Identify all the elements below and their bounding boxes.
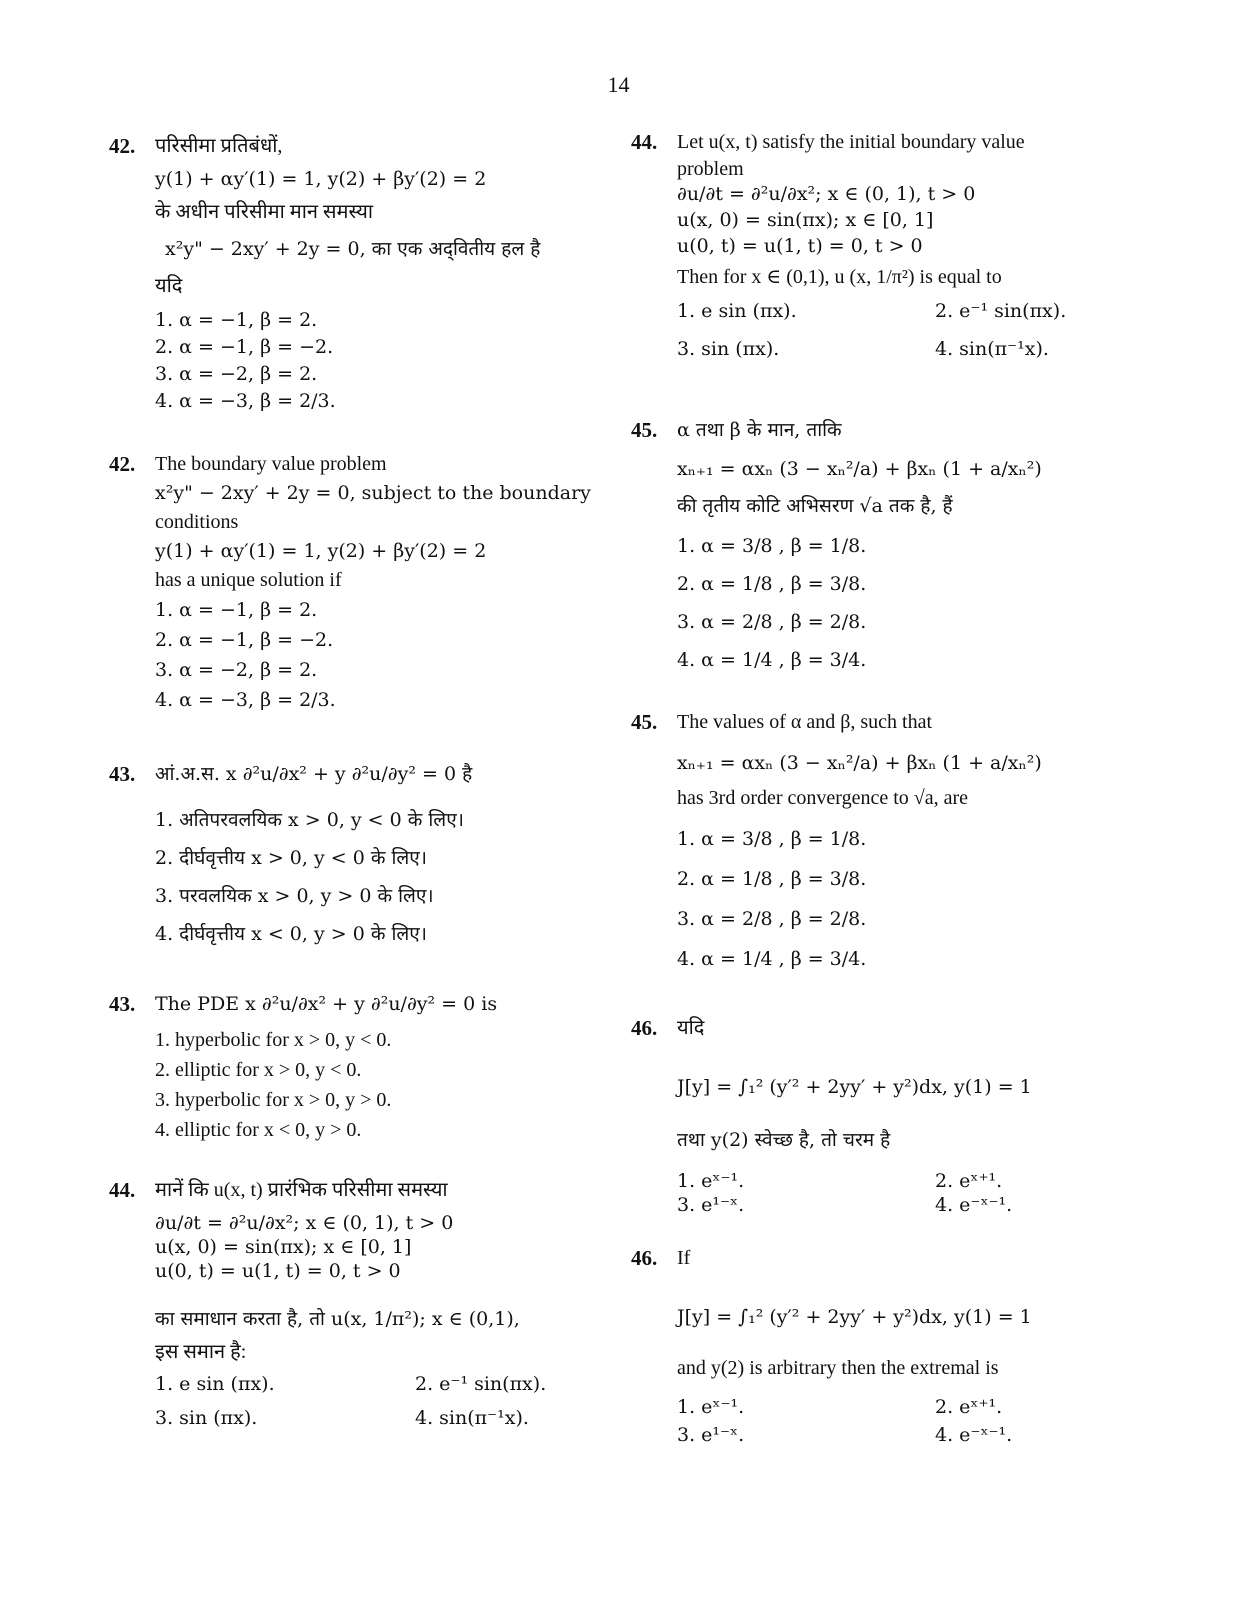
option-4: 4. α = 1/4 , β = 3/4. bbox=[677, 649, 867, 671]
option-4: 4. α = 1/4 , β = 3/4. bbox=[677, 948, 867, 970]
option-2: 2. eˣ⁺¹. bbox=[935, 1396, 1003, 1418]
question-46-english bbox=[631, 1244, 1137, 1449]
question-line: and y(2) is arbitrary then the extremal is bbox=[677, 1357, 999, 1379]
option-1: 1. e sin (πx). bbox=[155, 1373, 275, 1395]
option-1: 1. अतिपरवलयिक x > 0, y < 0 के लिए। bbox=[155, 809, 464, 831]
option-1: 1. α = −1, β = 2. bbox=[155, 599, 318, 621]
option-3: 3. sin (πx). bbox=[677, 338, 780, 360]
option-4: 4. sin(π⁻¹x). bbox=[415, 1407, 529, 1429]
math-line: xₙ₊₁ = αxₙ (3 − xₙ²/a) + βxₙ (1 + a/xₙ²) bbox=[677, 458, 1042, 480]
option-2: 2. दीर्घवृत्तीय x > 0, y < 0 के लिए। bbox=[155, 847, 427, 869]
question-number: 42. bbox=[109, 134, 136, 158]
question-number: 43. bbox=[109, 992, 136, 1016]
question-line: The values of α and β, such that bbox=[677, 711, 933, 733]
option-4: 4. sin(π⁻¹x). bbox=[935, 338, 1049, 360]
question-line: If bbox=[677, 1247, 691, 1269]
question-line: has 3rd order convergence to √a, are bbox=[677, 787, 969, 809]
option-2: 2. α = 1/8 , β = 3/8. bbox=[677, 868, 867, 890]
math-line: x²y" − 2xy′ + 2y = 0, subject to the boundary bbox=[155, 482, 591, 504]
option-3: 3. α = −2, β = 2. bbox=[155, 659, 318, 681]
question-number: 46. bbox=[631, 1016, 658, 1040]
question-line: The PDE x ∂²u/∂x² + y ∂²u/∂y² = 0 is bbox=[155, 993, 498, 1015]
option-4: 4. elliptic for x < 0, y > 0. bbox=[155, 1119, 362, 1141]
question-line: तथा y(2) स्वेच्छ है, तो चरम है bbox=[677, 1129, 891, 1151]
math-line: y(1) + αy′(1) = 1, y(2) + βy′(2) = 2 bbox=[155, 540, 487, 562]
math-line: ∂u/∂t = ∂²u/∂x²; x ∈ (0, 1), t > 0 bbox=[155, 1212, 454, 1234]
question-number: 45. bbox=[631, 710, 658, 734]
question-44-hindi bbox=[109, 1176, 605, 1435]
option-4: 4. α = −3, β = 2/3. bbox=[155, 689, 336, 711]
math-line: u(0, t) = u(1, t) = 0, t > 0 bbox=[155, 1260, 401, 1282]
question-line: has a unique solution if bbox=[155, 569, 342, 591]
question-line: Then for x ∈ (0,1), u (x, 1/π²) is equal to bbox=[677, 266, 1002, 288]
question-line: की तृतीय कोटि अभिसरण √a तक है, हैं bbox=[677, 495, 953, 517]
question-number: 45. bbox=[631, 418, 658, 442]
question-45-english bbox=[631, 708, 1137, 979]
math-line: u(x, 0) = sin(πx); x ∈ [0, 1] bbox=[155, 1236, 412, 1258]
option-2: 2. α = 1/8 , β = 3/8. bbox=[677, 573, 867, 595]
math-line: u(x, 0) = sin(πx); x ∈ [0, 1] bbox=[677, 209, 934, 231]
option-2: 2. elliptic for x > 0, y < 0. bbox=[155, 1059, 362, 1081]
option-3: 3. α = 2/8 , β = 2/8. bbox=[677, 908, 867, 930]
option-1: 1. e sin (πx). bbox=[677, 300, 797, 322]
question-46-hindi bbox=[631, 1014, 1137, 1217]
question-line: परिसीमा प्रतिबंधों, bbox=[155, 135, 283, 157]
question-number: 43. bbox=[109, 762, 136, 786]
question-43-hindi bbox=[109, 760, 605, 953]
option-2: 2. eˣ⁺¹. bbox=[935, 1170, 1003, 1192]
math-line: J[y] = ∫₁² (y′² + 2yy′ + y²)dx, y(1) = 1 bbox=[677, 1306, 1032, 1328]
option-1: 1. α = −1, β = 2. bbox=[155, 309, 318, 331]
question-line: इस समान है: bbox=[155, 1341, 247, 1363]
question-number: 44. bbox=[631, 130, 658, 154]
question-line: Let u(x, t) satisfy the initial boundary value bbox=[677, 131, 1025, 153]
math-line: J[y] = ∫₁² (y′² + 2yy′ + y²)dx, y(1) = 1 bbox=[677, 1076, 1032, 1098]
option-2: 2. e⁻¹ sin(πx). bbox=[415, 1373, 547, 1395]
question-42-hindi bbox=[109, 132, 605, 415]
option-3: 3. परवलयिक x > 0, y > 0 के लिए। bbox=[155, 885, 434, 907]
option-3: 3. e¹⁻ˣ. bbox=[677, 1194, 745, 1216]
option-2: 2. α = −1, β = −2. bbox=[155, 336, 334, 358]
question-line: का समाधान करता है, तो u(x, 1/π²); x ∈ (0,1), bbox=[155, 1308, 520, 1330]
option-2: 2. α = −1, β = −2. bbox=[155, 629, 334, 651]
option-3: 3. e¹⁻ˣ. bbox=[677, 1424, 745, 1446]
option-3: 3. α = 2/8 , β = 2/8. bbox=[677, 611, 867, 633]
question-line: मानें कि u(x, t) प्रारंभिक परिसीमा समस्या bbox=[155, 1179, 448, 1201]
question-line: यदि bbox=[155, 275, 183, 297]
option-1: 1. hyperbolic for x > 0, y < 0. bbox=[155, 1029, 392, 1051]
option-1: 1. eˣ⁻¹. bbox=[677, 1396, 745, 1418]
question-number: 44. bbox=[109, 1178, 136, 1202]
option-1: 1. eˣ⁻¹. bbox=[677, 1170, 745, 1192]
question-43-english bbox=[109, 990, 605, 1145]
option-4: 4. e⁻ˣ⁻¹. bbox=[935, 1194, 1013, 1216]
question-line: The boundary value problem bbox=[155, 453, 387, 475]
option-3: 3. α = −2, β = 2. bbox=[155, 363, 318, 385]
question-line: आं.अ.स. x ∂²u/∂x² + y ∂²u/∂y² = 0 है bbox=[155, 763, 473, 785]
option-3: 3. hyperbolic for x > 0, y > 0. bbox=[155, 1089, 392, 1111]
question-45-hindi bbox=[631, 416, 1137, 679]
page-number: 14 bbox=[607, 72, 630, 97]
question-line: यदि bbox=[677, 1017, 705, 1039]
math-line: x²y" − 2xy′ + 2y = 0, का एक अद्‌वितीय हल है bbox=[165, 238, 541, 260]
option-4: 4. α = −3, β = 2/3. bbox=[155, 390, 336, 412]
option-1: 1. α = 3/8 , β = 1/8. bbox=[677, 828, 867, 850]
option-1: 1. α = 3/8 , β = 1/8. bbox=[677, 535, 867, 557]
math-line: xₙ₊₁ = αxₙ (3 − xₙ²/a) + βxₙ (1 + a/xₙ²) bbox=[677, 752, 1042, 774]
math-line: ∂u/∂t = ∂²u/∂x²; x ∈ (0, 1), t > 0 bbox=[677, 183, 976, 205]
question-44-english bbox=[631, 128, 1137, 368]
question-line: conditions bbox=[155, 511, 239, 533]
question-line: problem bbox=[677, 158, 744, 180]
math-line: y(1) + αy′(1) = 1, y(2) + βy′(2) = 2 bbox=[155, 168, 487, 190]
option-4: 4. दीर्घवृत्तीय x < 0, y > 0 के लिए। bbox=[155, 923, 427, 945]
question-number: 42. bbox=[109, 452, 136, 476]
question-number: 46. bbox=[631, 1246, 658, 1270]
option-2: 2. e⁻¹ sin(πx). bbox=[935, 300, 1067, 322]
question-line: α तथा β के मान, ताकि bbox=[677, 419, 842, 441]
option-4: 4. e⁻ˣ⁻¹. bbox=[935, 1424, 1013, 1446]
math-line: u(0, t) = u(1, t) = 0, t > 0 bbox=[677, 235, 923, 257]
question-line: के अधीन परिसीमा मान समस्या bbox=[155, 201, 374, 223]
question-42-english bbox=[109, 450, 605, 715]
option-3: 3. sin (πx). bbox=[155, 1407, 258, 1429]
